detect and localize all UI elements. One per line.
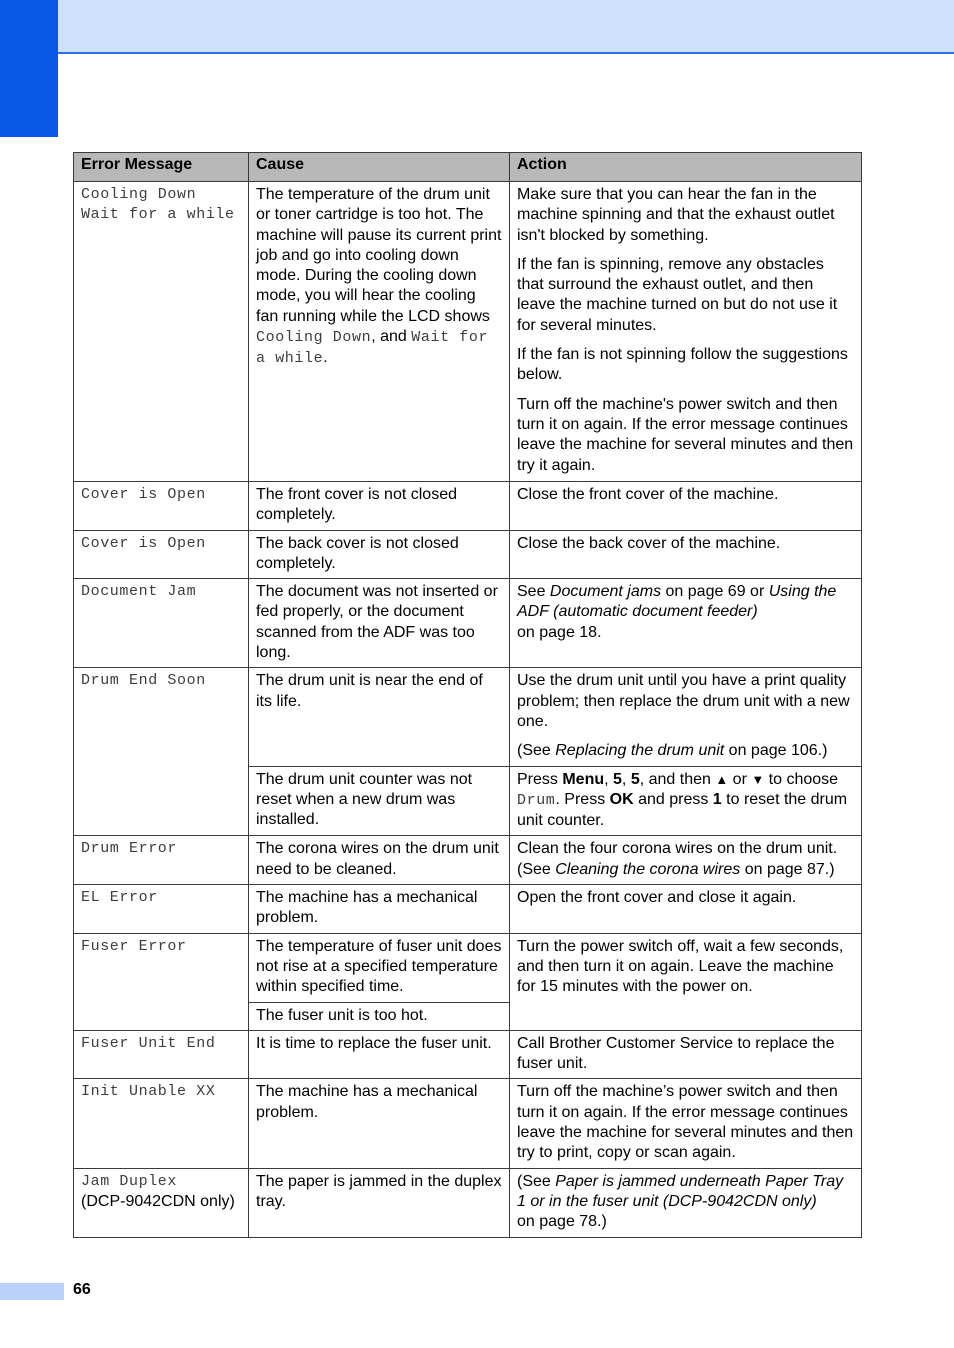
footer-band <box>0 1283 64 1300</box>
cross-reference: Document jams <box>549 583 662 601</box>
model-note: (DCP-9042CDN only) <box>81 1192 235 1210</box>
error-message: Document Jam <box>81 583 197 601</box>
action-cell: Turn off the machine’s power switch and then turn it on again. If the error message continues leave the machine for several minutes and then try to print, copy or scan again. <box>510 1079 862 1168</box>
cause-cell: The machine has a mechanical problem. <box>249 1079 510 1168</box>
error-message-cell <box>74 1168 249 1237</box>
action-cell: Clean the four corona wires on the drum unit. (See Cleaning the corona wires on page 87.) <box>510 836 862 885</box>
key-5: 5 <box>613 770 622 788</box>
error-message: Wait for a while <box>81 206 235 224</box>
cause-cell: The paper is jammed in the duplex tray. <box>249 1168 510 1237</box>
action-cell: Use the drum unit until you have a print quality problem; then replace the drum unit with a new one. (See Replacing the drum unit on page 106.) <box>510 668 862 766</box>
header-cause: Cause <box>249 153 510 182</box>
error-message-table <box>73 152 862 1238</box>
error-message-cell <box>74 579 249 668</box>
table-row <box>74 182 862 482</box>
header-band <box>0 0 954 54</box>
action-cell: Turn the power switch off, wait a few seconds, and then turn it on again. Leave the machine for 15 minutes with the power on. <box>510 933 862 1030</box>
cause-cell: The front cover is not closed completely. <box>249 482 510 531</box>
error-message: Fuser Error <box>81 937 187 955</box>
lcd-text: Drum <box>517 791 556 809</box>
table-header-row <box>74 153 862 182</box>
cross-reference: Replacing the drum unit <box>555 742 725 760</box>
lcd-text: Wait for a while <box>256 329 489 368</box>
table-row <box>74 1079 862 1168</box>
error-message: Fuser Unit End <box>81 1034 216 1052</box>
table-row <box>74 1168 862 1237</box>
chapter-tab <box>0 0 58 137</box>
action-cell: Open the front cover and close it again. <box>510 885 862 934</box>
cause-cell: The machine has a mechanical problem. <box>249 885 510 934</box>
cause-cell: The temperature of fuser unit does not rise at a specified temperature within specified time. <box>249 933 510 1002</box>
table-row <box>74 530 862 579</box>
table-row <box>74 668 862 766</box>
action-cell: See Document jams on page 69 or Using the ADF (automatic document feeder) on page 18. <box>510 579 862 668</box>
error-message: Cooling Down <box>81 186 197 203</box>
action-cell: (See Paper is jammed underneath Paper Tray 1 or in the fuser unit (DCP-9042CDN only) on page 78.) <box>510 1168 862 1237</box>
lcd-text: Cooling Down <box>256 329 372 347</box>
action-cell: Close the back cover of the machine. <box>510 530 862 579</box>
table-row <box>74 579 862 668</box>
error-message: Cover is Open <box>81 534 206 552</box>
error-message: Drum Error <box>81 840 178 858</box>
cause-cell: The corona wires on the drum unit need to be cleaned. <box>249 836 510 885</box>
cause-cell: The fuser unit is too hot. <box>249 1002 510 1030</box>
cause-cell: The document was not inserted or fed properly, or the document scanned from the ADF was too long. <box>249 579 510 668</box>
key-5: 5 <box>630 770 640 788</box>
error-message-cell <box>74 836 249 885</box>
cause-cell: The temperature of the drum unit or toner cartridge is too hot. The machine will pause its current print job and go into cooling down mode. During the cooling down mode, you will hear the cooling fan running while the LCD shows Cooling Down, and Wait for a while. <box>249 182 510 482</box>
table-row <box>74 1030 862 1079</box>
action-cell: Close the front cover of the machine. <box>510 482 862 531</box>
table-row <box>74 933 862 1002</box>
cross-reference: Cleaning the corona wires <box>555 860 741 878</box>
error-message-cell <box>74 182 249 482</box>
error-message-cell <box>74 668 249 836</box>
error-message-cell <box>74 1079 249 1168</box>
table-row <box>74 836 862 885</box>
cause-cell: The drum unit counter was not reset when a new drum was installed. <box>249 766 510 836</box>
up-arrow-icon: ▲ <box>715 771 729 787</box>
header-action: Action <box>510 153 862 182</box>
table-row <box>74 885 862 934</box>
cross-reference: Using the ADF (automatic document feeder) <box>517 583 837 621</box>
action-cell: Call Brother Customer Service to replace the fuser unit. <box>510 1030 862 1079</box>
cross-reference: Paper is jammed underneath Paper Tray 1 or in the fuser unit (DCP-9042CDN only) <box>517 1172 844 1210</box>
error-message-cell <box>74 482 249 531</box>
cause-cell: The drum unit is near the end of its life. <box>249 668 510 766</box>
down-arrow-icon: ▼ <box>751 771 765 787</box>
error-message-cell <box>74 885 249 934</box>
error-message: EL Error <box>81 889 158 907</box>
error-message-cell <box>74 1030 249 1079</box>
error-message: Drum End Soon <box>81 672 206 690</box>
action-cell: Press Menu, 5, 5, and then ▲ or ▼ to choose Drum. Press OK and press 1 to reset the drum unit counter. <box>510 766 862 836</box>
cause-cell: It is time to replace the fuser unit. <box>249 1030 510 1079</box>
cause-cell: The back cover is not closed completely. <box>249 530 510 579</box>
action-cell: Make sure that you can hear the fan in the machine spinning and that the exhaust outlet isn't blocked by something. If the fan is spinning, remove any obstacles that surround the exhaust outlet, and then leave the machine turned on but do not use it for several minutes. If the fan is not spinning follow the suggestions below. Turn off the machine's power switch and then turn it on again. If the error message continues leave the machine for several minutes and then try it again. <box>510 182 862 482</box>
error-message-cell <box>74 530 249 579</box>
header-error-message: Error Message <box>74 153 249 182</box>
menu-key: Menu <box>562 770 605 788</box>
ok-key: OK <box>609 790 634 808</box>
key-1: 1 <box>712 790 722 808</box>
error-message: Init Unable XX <box>81 1083 216 1101</box>
table-row <box>74 482 862 531</box>
error-message: Jam Duplex <box>81 1172 178 1190</box>
error-message: Cover is Open <box>81 486 206 503</box>
page-number: 66 <box>73 1281 91 1298</box>
error-message-cell <box>74 933 249 1030</box>
